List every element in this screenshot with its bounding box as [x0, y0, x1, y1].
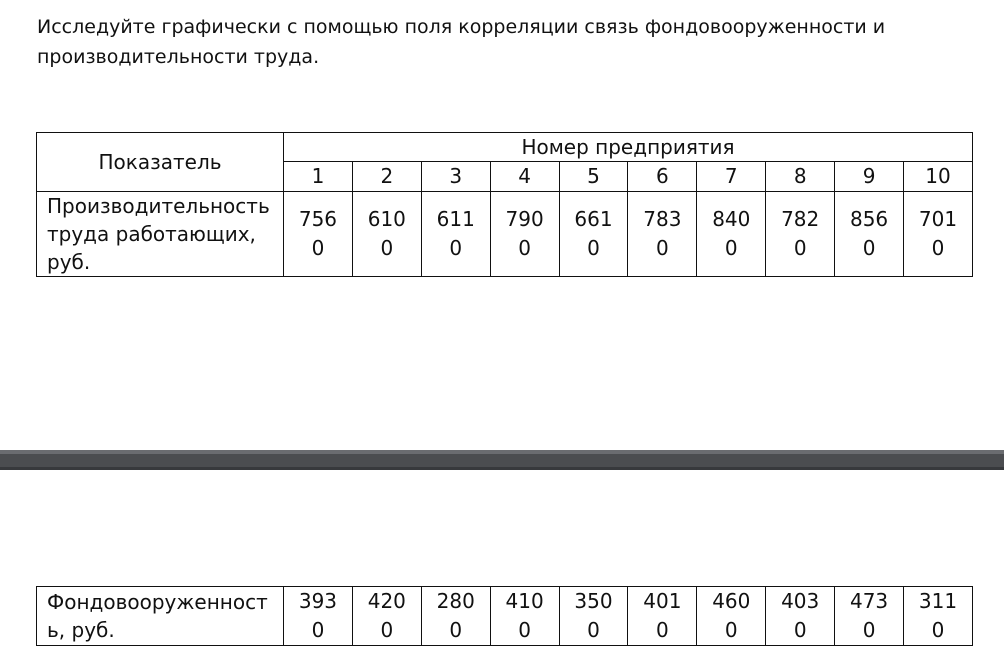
capital-ratio-value-cell [766, 587, 835, 646]
productivity-value-cell-line: 0 [656, 236, 669, 260]
productivity-value-cell [490, 192, 559, 277]
productivity-value-cell [904, 192, 973, 277]
task-statement [37, 12, 967, 72]
enterprise-number-cell: 2 [352, 162, 421, 192]
capital-ratio-value-cell-line: 0 [656, 618, 669, 642]
productivity-value-cell-line: 610 [367, 207, 406, 231]
capital-ratio-value-cell-line: 0 [587, 618, 600, 642]
productivity-value-cell-line: 790 [505, 207, 544, 231]
productivity-value-cell-line: 661 [574, 207, 613, 231]
enterprise-number-cell: 5 [559, 162, 628, 192]
productivity-value-cell-line: 701 [918, 207, 958, 231]
capital-ratio-value-cell-line: 460 [712, 589, 751, 613]
capital-ratio-value-cell-line: 0 [724, 618, 738, 642]
productivity-label [37, 192, 284, 277]
capital-ratio-value-cell-line: 0 [793, 618, 807, 642]
productivity-value-cell-line: 856 [849, 207, 889, 231]
productivity-value-cell [284, 192, 353, 277]
data-table-bottom [36, 586, 973, 646]
task-text-line-1: Исследуйте графически с помощью поля корреляции связь фондовооруженности и [37, 16, 886, 38]
capital-ratio-value-cell-line: 420 [367, 589, 406, 613]
capital-ratio-row [37, 587, 973, 646]
productivity-value-cell-line: 0 [449, 236, 463, 260]
capital-ratio-label [37, 587, 284, 646]
data-table-top [36, 132, 973, 277]
page-divider [0, 450, 1004, 470]
productivity-label-line-1: Производительность [47, 194, 270, 218]
productivity-value-cell-line: 0 [380, 236, 394, 260]
capital-ratio-value-cell-line: 0 [449, 618, 463, 642]
productivity-value-cell [835, 192, 904, 277]
productivity-value-cell [766, 192, 835, 277]
productivity-value-cell-line: 611 [436, 207, 475, 231]
productivity-value-cell-line: 756 [298, 207, 338, 231]
productivity-value-cell [697, 192, 766, 277]
capital-ratio-value-cell-line: 393 [298, 589, 338, 613]
productivity-value-cell-line: 782 [781, 207, 820, 231]
capital-ratio-value-cell [352, 587, 421, 646]
capital-ratio-value-cell-line: 0 [380, 618, 394, 642]
productivity-value-cell-line: 783 [643, 207, 682, 231]
indicator-header: Показатель [37, 133, 284, 192]
productivity-value-cell-line: 0 [518, 236, 531, 260]
capital-ratio-label-line-1: Фондовооруженност [47, 590, 268, 614]
productivity-value-cell-line: 840 [712, 207, 751, 231]
productivity-value-cell-line: 0 [793, 236, 807, 260]
enterprise-header: Номер предприятия [284, 133, 973, 162]
enterprise-number-cell: 6 [628, 162, 697, 192]
productivity-value-cell-line: 0 [587, 236, 600, 260]
capital-ratio-value-cell-line: 410 [505, 589, 544, 613]
capital-ratio-value-cell-line: 401 [643, 589, 682, 613]
productivity-label-line-3: руб. [47, 250, 91, 274]
productivity-value-cell-line: 0 [862, 236, 876, 260]
capital-ratio-value-cell [697, 587, 766, 646]
capital-ratio-value-cell [628, 587, 697, 646]
capital-ratio-value-cell [284, 587, 353, 646]
capital-ratio-value-cell-line: 0 [311, 618, 325, 642]
capital-ratio-value-cell-line: 0 [862, 618, 876, 642]
header-row-1 [37, 133, 973, 162]
enterprise-number-cell: 4 [490, 162, 559, 192]
enterprise-number-cell: 10 [904, 162, 973, 192]
capital-ratio-value-cell [559, 587, 628, 646]
productivity-value-cell [421, 192, 490, 277]
enterprise-number-cell: 3 [421, 162, 490, 192]
capital-ratio-value-cell [421, 587, 490, 646]
productivity-value-cell [559, 192, 628, 277]
enterprise-number-cell: 7 [697, 162, 766, 192]
enterprise-number-cell: 1 [284, 162, 353, 192]
capital-ratio-value-cell-line: 473 [849, 589, 889, 613]
capital-ratio-value-cell-line: 0 [931, 618, 945, 642]
productivity-row [37, 192, 973, 277]
productivity-value-cell-line: 0 [311, 236, 325, 260]
task-text-line-2: производительности труда. [37, 46, 320, 68]
capital-ratio-value-cell [835, 587, 904, 646]
productivity-value-cell [352, 192, 421, 277]
capital-ratio-label-line-2: ь, руб. [47, 618, 115, 642]
productivity-value-cell [628, 192, 697, 277]
capital-ratio-value-cell [490, 587, 559, 646]
capital-ratio-value-cell-line: 280 [436, 589, 475, 613]
capital-ratio-value-cell-line: 0 [518, 618, 531, 642]
productivity-label-line-2: труда работающих, [47, 222, 256, 246]
productivity-value-cell-line: 0 [931, 236, 945, 260]
enterprise-number-cell: 9 [835, 162, 904, 192]
capital-ratio-value-cell-line: 403 [781, 589, 820, 613]
capital-ratio-value-cell [904, 587, 973, 646]
productivity-value-cell-line: 0 [724, 236, 738, 260]
enterprise-number-cell: 8 [766, 162, 835, 192]
capital-ratio-value-cell-line: 350 [574, 589, 613, 613]
capital-ratio-value-cell-line: 311 [918, 589, 958, 613]
